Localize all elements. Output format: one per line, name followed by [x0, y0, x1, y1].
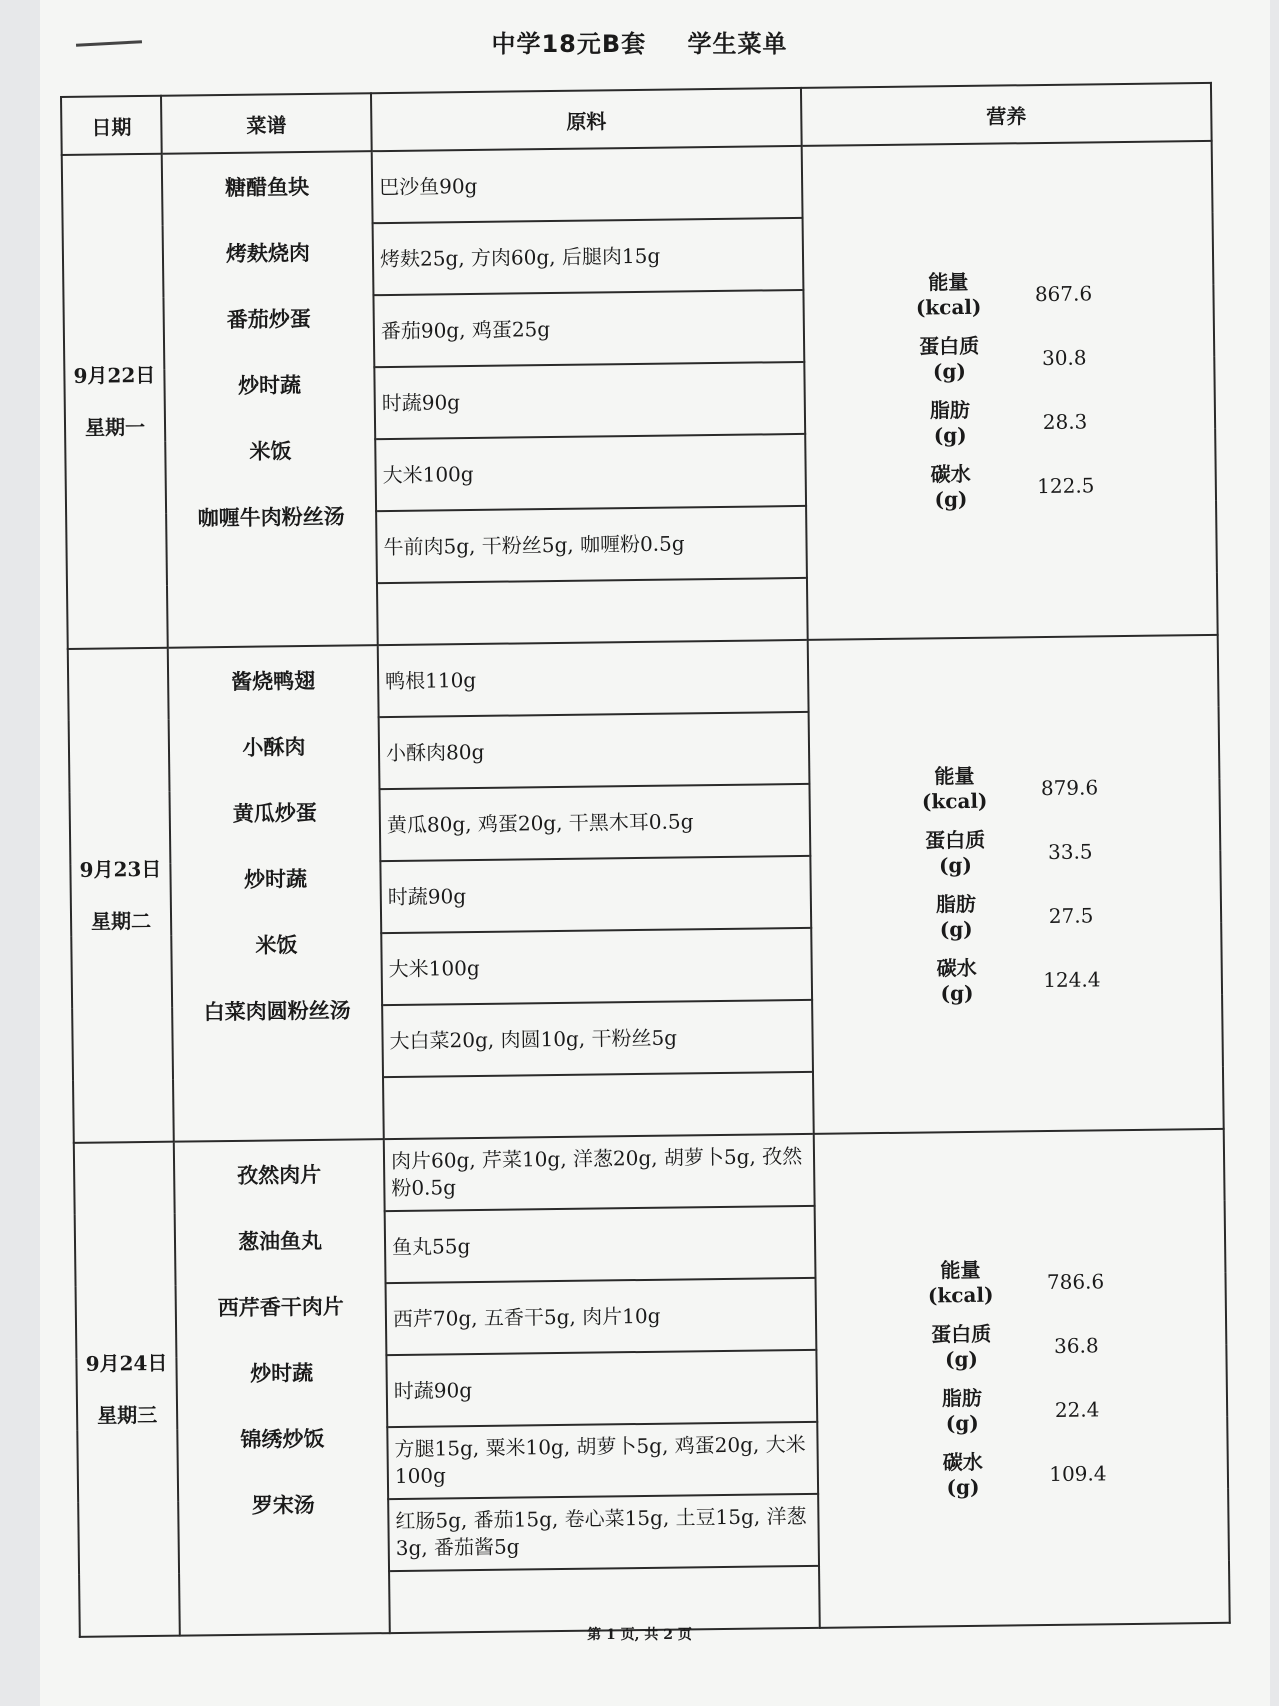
nutrient-label: [905, 1257, 1016, 1308]
ingredients-cell: 时蔬90g: [386, 1350, 817, 1427]
ingredients-cell: 大白菜20g, 肉圆10g, 干粉丝5g: [382, 1000, 813, 1077]
ingredients-cell: 方腿15g, 粟米10g, 胡萝卜5g, 鸡蛋20g, 大米100g: [387, 1422, 818, 1499]
nutrient-name: 蛋白质: [918, 333, 980, 359]
nutrient-name: 脂肪: [935, 891, 977, 917]
header-dish: 菜谱: [161, 93, 372, 154]
nutrient-row: [812, 882, 1221, 951]
nutrient-value: 867.6: [1034, 281, 1093, 307]
ingredients-cell: 小酥肉80g: [379, 712, 810, 789]
nutrient-name: 碳水: [930, 461, 971, 487]
date-cell: [74, 1142, 180, 1637]
nutrient-unit: (g): [938, 852, 973, 878]
dish-name: 炒时蔬: [243, 866, 308, 892]
nutrition-cell: [808, 635, 1224, 1134]
dish-name: 罗宋汤: [251, 1491, 315, 1518]
nutrient-name: 能量: [934, 763, 975, 789]
nutrient-row: [804, 260, 1213, 329]
nutrient-unit: (kcal): [915, 294, 982, 320]
dish-name: 西芹香干肉片: [217, 1293, 344, 1321]
ingredients-cell: 大米100g: [381, 928, 812, 1005]
header-nutrition: 营养: [801, 83, 1212, 146]
nutrient-row: [819, 1440, 1228, 1509]
nutrient-label: [893, 269, 1004, 320]
nutrient-label: [906, 1321, 1017, 1372]
ingredients-cell: 红肠5g, 番茄15g, 卷心菜15g, 土豆15g, 洋葱3g, 番茄酱5g: [388, 1494, 819, 1571]
title-left: 中学18元B套: [491, 30, 647, 58]
empty-ingredients-cell: [377, 578, 808, 645]
ingredients-cell: 大米100g: [375, 434, 806, 511]
nutrient-value: 22.4: [1054, 1397, 1100, 1422]
dish-name: 锦绣炒饭: [240, 1425, 325, 1452]
nutrient-value: 786.6: [1046, 1269, 1105, 1295]
nutrient-unit: (kcal): [927, 1282, 994, 1308]
nutrient-value: 28.3: [1042, 409, 1088, 435]
dish-name: 炒时蔬: [237, 372, 302, 398]
ingredients-cell: 牛前肉5g, 干粉丝5g, 咖喱粉0.5g: [376, 506, 807, 583]
menu-table: [60, 82, 1231, 1638]
dish-name: 番茄炒蛋: [226, 305, 311, 332]
nutrient-unit: (g): [944, 1346, 979, 1372]
dish-name: 白菜肉圆粉丝汤: [203, 997, 351, 1025]
ingredients-cell: 黄瓜80g, 鸡蛋20g, 干黑木耳0.5g: [379, 784, 810, 861]
nutrient-row: [817, 1312, 1226, 1381]
ingredients-cell: 鸭根110g: [378, 640, 809, 717]
nutrient-unit: (g): [934, 486, 968, 512]
dish-name: 小酥肉: [242, 734, 306, 760]
nutrient-row: [813, 946, 1222, 1015]
dish-name: 烤麸烧肉: [225, 239, 311, 266]
nutrient-value: 109.4: [1049, 1461, 1107, 1487]
ingredients-cell: 巴沙鱼90g: [372, 146, 803, 223]
ingredients-cell: 时蔬90g: [374, 362, 805, 439]
ingredients-cell: 烤麸25g, 方肉60g, 后腿肉15g: [373, 218, 804, 295]
nutrient-unit: (g): [939, 916, 973, 942]
menu-row: [68, 635, 1219, 721]
page-title: [0, 24, 1279, 59]
menu-row: [62, 141, 1213, 227]
nutrient-name: 蛋白质: [931, 1321, 992, 1347]
nutrient-value: 124.4: [1043, 967, 1101, 993]
nutrient-unit: (g): [945, 1410, 979, 1436]
nutrient-unit: (g): [940, 980, 974, 1006]
nutrient-unit: (g): [932, 358, 967, 384]
nutrient-value: 36.8: [1053, 1333, 1099, 1358]
header-date: 日期: [61, 96, 162, 155]
nutrient-row: [818, 1376, 1227, 1445]
nutrient-label: [900, 827, 1011, 878]
ingredients-cell: 肉片60g, 芹菜10g, 洋葱20g, 胡萝卜5g, 孜然粉0.5g: [384, 1134, 815, 1211]
dish-name: 米饭: [255, 932, 298, 958]
nutrient-label: [901, 891, 1012, 942]
dish-name: 咖喱牛肉粉丝汤: [197, 503, 345, 531]
nutrient-value: 33.5: [1047, 839, 1093, 864]
date-label: 9月23日: [79, 856, 162, 882]
dish-name: 糖醋鱼块: [224, 173, 310, 200]
nutrient-name: 脂肪: [941, 1385, 983, 1411]
nutrient-value: 879.6: [1040, 775, 1099, 801]
nutrient-name: 能量: [928, 269, 969, 295]
date-label: 9月22日: [73, 362, 156, 388]
empty-ingredients-cell: [389, 1566, 820, 1633]
dish-name: 酱烧鸭翅: [231, 667, 316, 694]
weekday-label: 星期一: [84, 414, 146, 440]
nutrient-name: 碳水: [936, 955, 977, 981]
nutrient-value: 27.5: [1048, 903, 1094, 928]
dish-name: 黄瓜炒蛋: [232, 799, 317, 826]
nutrient-label: [907, 1385, 1018, 1436]
nutrition-cell: [814, 1129, 1230, 1628]
nutrient-row: [806, 452, 1215, 521]
ingredients-cell: 时蔬90g: [380, 856, 811, 933]
nutrient-row: [816, 1248, 1225, 1317]
dish-cell: [174, 1139, 390, 1636]
nutrient-row: [805, 324, 1214, 393]
menu-body: [62, 141, 1230, 1637]
ingredients-cell: 鱼丸55g: [385, 1206, 816, 1283]
empty-ingredients-cell: [383, 1072, 814, 1139]
nutrient-label: [894, 333, 1005, 384]
nutrient-row: [811, 818, 1220, 887]
nutrient-name: 碳水: [942, 1449, 983, 1475]
header-ingredients: 原料: [371, 88, 802, 151]
ingredients-cell: 番茄90g, 鸡蛋25g: [373, 290, 804, 367]
nutrient-label: [899, 763, 1010, 814]
page-footer: 第 1 页, 共 2 页: [587, 1627, 692, 1643]
ingredients-cell: 西芹70g, 五香干5g, 肉片10g: [386, 1278, 817, 1355]
nutrient-label: [896, 461, 1007, 512]
nutrient-name: 蛋白质: [925, 827, 986, 853]
nutrition-cell: [802, 141, 1218, 640]
dish-name: 米饭: [249, 438, 292, 464]
date-cell: [62, 154, 168, 649]
nutrient-row: [806, 388, 1215, 457]
nutrient-row: [810, 754, 1219, 823]
nutrient-label: [908, 1449, 1019, 1500]
nutrient-unit: (g): [933, 422, 967, 448]
weekday-label: 星期二: [90, 908, 152, 934]
dish-name: 孜然肉片: [237, 1161, 322, 1188]
dish-cell: [168, 645, 384, 1142]
nutrient-value: 30.8: [1041, 345, 1087, 371]
dish-name: 葱油鱼丸: [237, 1227, 323, 1254]
nutrient-name: 脂肪: [929, 397, 971, 423]
weekday-label: 星期三: [96, 1402, 158, 1428]
nutrient-value: 122.5: [1037, 473, 1095, 499]
date-cell: [68, 648, 174, 1143]
menu-row: [74, 1129, 1225, 1215]
nutrient-unit: (kcal): [921, 788, 988, 814]
dish-cell: [162, 151, 378, 648]
date-label: 9月24日: [85, 1350, 168, 1376]
nutrient-label: [895, 397, 1006, 448]
nutrient-name: 能量: [940, 1257, 981, 1283]
nutrient-unit: (g): [946, 1474, 980, 1500]
dish-name: 炒时蔬: [249, 1360, 314, 1386]
title-right: 学生菜单: [687, 30, 788, 58]
nutrient-label: [902, 955, 1013, 1006]
